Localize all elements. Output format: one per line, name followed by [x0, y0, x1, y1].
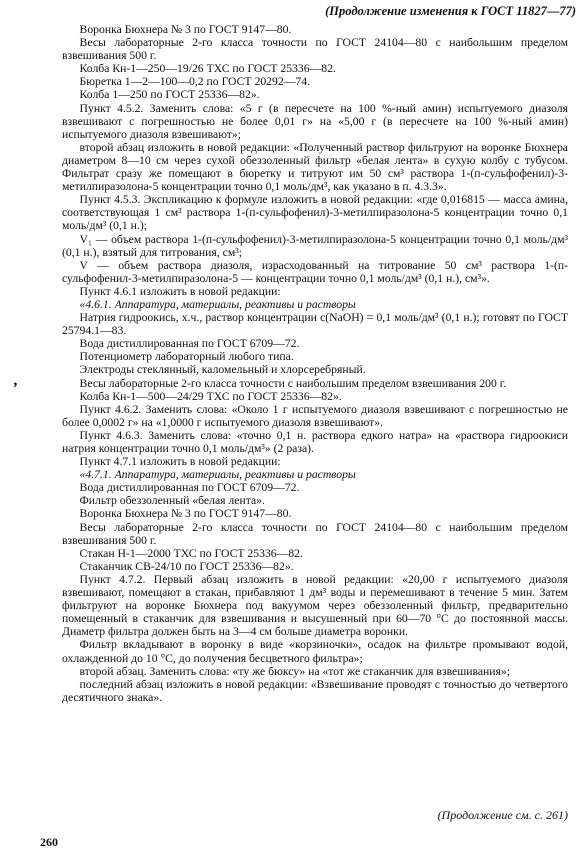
- paragraph: Потенциометр лабораторный любого типа.: [79, 350, 294, 364]
- paragraph: Пункт 4.6.2. Заменить слова: «Около 1 г испытуемого диазоля взвешивают с погрешностью не более 0,0002 г» на «1,0000 г испытуемого диазоля взвешивают».: [62, 402, 568, 429]
- paragraph: Воронка Бюхнера № 3 по ГОСТ 9147—80.: [79, 23, 292, 36]
- paragraph: «4.7.1. Аппаратура, материалы, реактивы и растворы: [79, 468, 356, 482]
- margin-mark: ʼ: [12, 380, 18, 397]
- paragraph: «4.6.1. Аппаратура, материалы, реактивы и растворы: [79, 297, 356, 311]
- paragraph: Фильтр вкладывают в воронку в виде «корзиночки», осадок на фильтре промывают водой, охлажденной до 10 °С, до получения бесцветного фильтра»;: [62, 638, 568, 665]
- paragraph: Пункт 4.7.1 изложить в новой редакции:: [79, 455, 281, 469]
- paragraph: Вода дистиллированная по ГОСТ 6709—72.: [79, 481, 300, 495]
- paragraph: Воронка Бюхнера № 3 по ГОСТ 9147—80.: [79, 507, 292, 521]
- paragraph: Весы лабораторные 2-го класса точности по ГОСТ 24104—80 с наибольшим пределом взвешивания 500 г.: [62, 36, 568, 63]
- paragraph: Стаканчик СВ-24/10 по ГОСТ 25336—82».: [79, 559, 294, 573]
- paragraph: Весы лабораторные 2-го класса точности по ГОСТ 24104—80 с наибольшим пределом взвешивания 500 г.: [62, 520, 568, 547]
- paragraph: Колба Кн-1—250—19/26 ТХС по ГОСТ 25336—82.: [79, 62, 336, 76]
- document-body: [62, 23, 568, 704]
- footer-continuation: (Продолжение см. с. 261): [437, 808, 568, 822]
- paragraph: Весы лабораторные 2-го класса точности с наибольшим пределом взвешивания 200 г.: [79, 376, 507, 390]
- paragraph: второй абзац изложить в новой редакции: «Полученный раствор фильтруют на воронке Бюхнера диаметром 8—10 см через сухой обеззоленный фильтр «белая лента» в сухую колбу с тубусом. Фильтрат сразу же помещают в бюретку и титруют им 50 см³ раствора 1-(п-сульфофенил)-3-метилпиразолона-5 концентрации точно 0,1 моль/дм³, как указано в п. 4.3.3».: [62, 140, 568, 194]
- paragraph: Натрия гидроокись, х.ч., раствор концентрации c(NaOH) = 0,1 моль/дм³ (0,1 н.); готовят по ГОСТ 25794.1—83.: [62, 311, 568, 338]
- paragraph: Электроды стеклянный, каломельный и хлорсеребряный.: [79, 363, 366, 377]
- paragraph: Вода дистиллированная по ГОСТ 6709—72.: [79, 337, 300, 351]
- paragraph: Стакан Н-1—2000 ТХС по ГОСТ 25336—82.: [79, 546, 303, 560]
- paragraph: второй абзац. Заменить слова: «ту же бюксу» на «тот же стаканчик для взвешивания»;: [79, 664, 510, 678]
- paragraph: Колба 1—250 по ГОСТ 25336—82».: [79, 88, 260, 102]
- paragraph: последний абзац изложить в новой редакции: «Взвешивание проводят с точностью до четвертого десятичного знака».: [62, 677, 568, 704]
- paragraph: Пункт 4.6.3. Заменить слова: «точно 0,1 н. раствора едкого натра» на «раствора гидроокиси натрия концентрации точно 0,1 моль/дм³» (2 раза).: [62, 428, 568, 455]
- paragraph: V — объем раствора диазоля, израсходованный на титрование 50 см³ раствора 1-(п-сульфофенил-3-метилпиразолона-5 — концентрации точно 0,1 моль/дм³ (0,1 н.), см³».: [62, 258, 568, 285]
- paragraph: Пункт 4.5.2. Заменить слова: «5 г (в пересчете на 100 %-ный амин) испытуемого диазоля взвешивают с погрешностью не более 0,01 г» на «5,00 г (в пересчете на 100 %-ный амин) испытуемого диазоля взвешивают»;: [62, 101, 568, 141]
- paragraph: Фильтр обеззоленный «белая лента».: [79, 494, 265, 508]
- paragraph: Бюретка 1—2—100—0,2 по ГОСТ 20292—74.: [79, 75, 310, 89]
- page-number: 260: [40, 835, 58, 849]
- paragraph: V₁ — объем раствора 1-(п-сульфофенил)-3-метилпиразолона-5 концентрации точно 0,1 моль/дм³ (0,1 н.), взятый для титрования, см³;: [62, 232, 568, 259]
- paragraph: Пункт 4.5.3. Экспликацию к формуле изложить в новой редакции: «где 0,016815 — масса амина, соответствующая 1 см³ раствора 1-(п-сульфофенил)-3-метилпиразолона-5 концентрации точно 0,1 моль/дм³ (0,1 н.);: [62, 193, 568, 233]
- paragraph: Колба Кн-1—500—24/29 ТХС по ГОСТ 25336—82».: [79, 389, 342, 403]
- paragraph: Пункт 4.6.1 изложить в новой редакции:: [79, 284, 281, 298]
- paragraph: Пункт 4.7.2. Первый абзац изложить в новой редакции: «20,00 г испытуемого диазоля взвешивают, помещают в стакан, прибавляют 1 дм³ воды и перемешивают в течение 5 мин. Затем фильтруют на воронке Бюхнера под вакуумом через обеззоленный фильтр, предварительно помещенный в стаканчик для взвешивания и высушенный при 60—70 °С до постоянной массы. Диаметр фильтра должен быть на 3—4 см больше диаметра воронки.: [62, 572, 568, 639]
- page-header: (Продолжение изменения к ГОСТ 11827—77): [325, 4, 576, 18]
